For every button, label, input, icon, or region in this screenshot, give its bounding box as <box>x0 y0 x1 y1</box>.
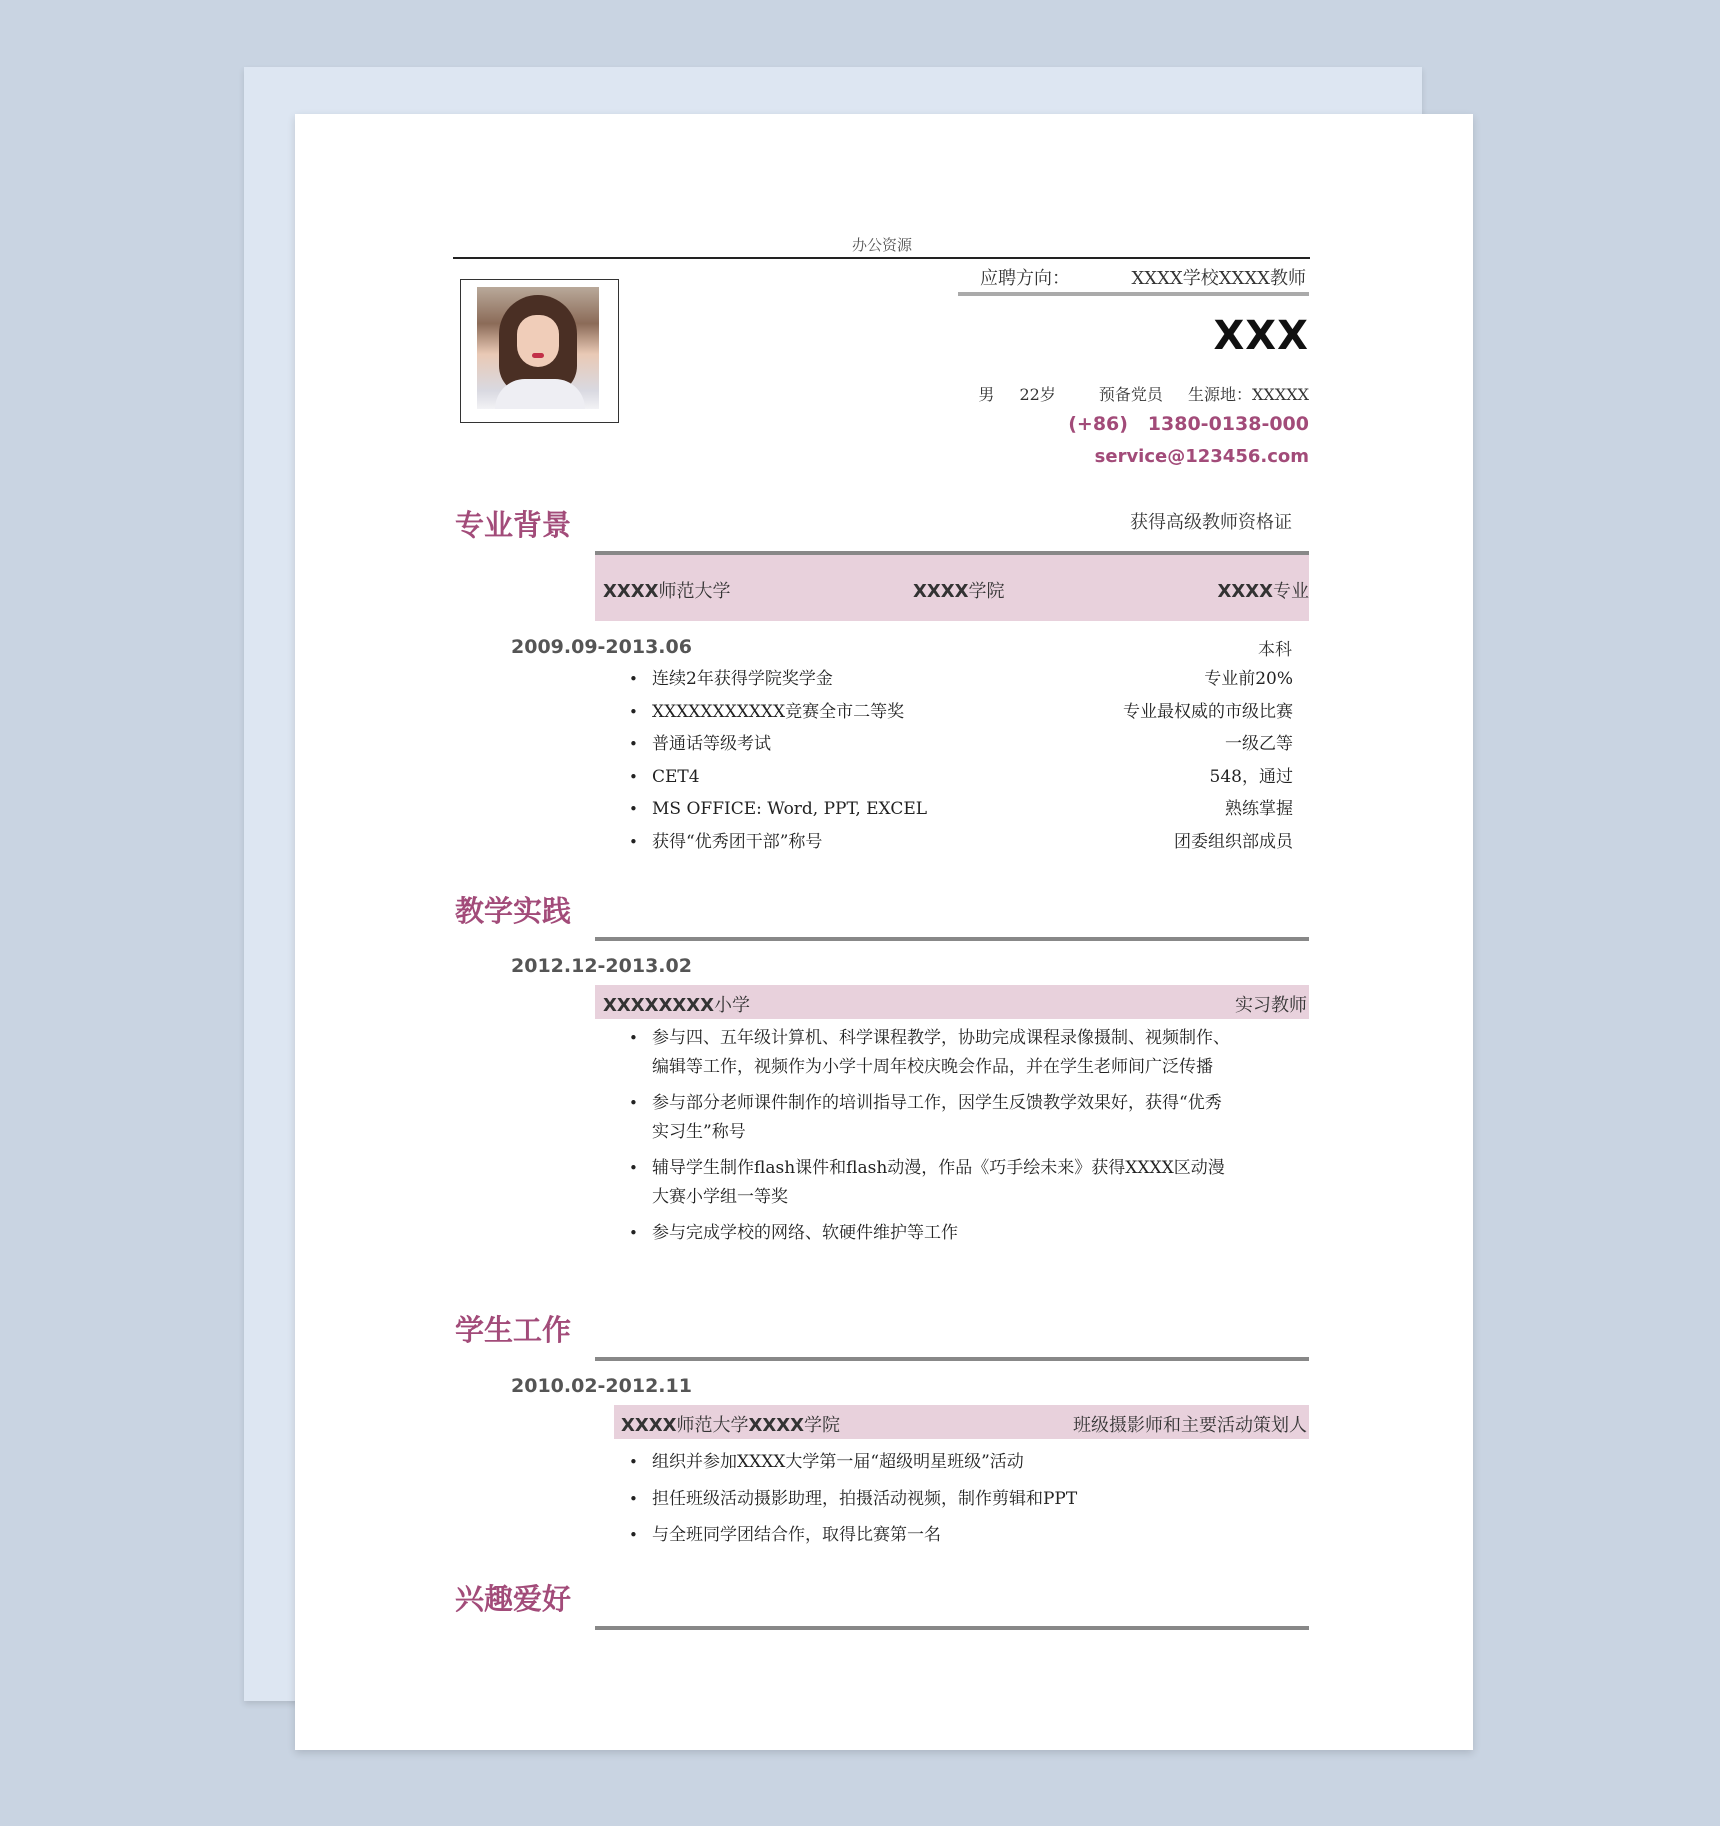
student-band <box>614 1405 1309 1439</box>
achievement-text: 连续2年获得学院奖学金 <box>652 669 833 689</box>
teaching-item: • 参与部分老师课件制作的培训指导工作，因学生反馈教学效果好，获得“优秀实习生”称号 <box>626 1089 1236 1147</box>
section-divider <box>595 1626 1309 1630</box>
teaching-band <box>595 985 1309 1019</box>
age: 22岁 <box>1019 385 1056 404</box>
achievement-item <box>626 666 1293 699</box>
student-date: 2010.02-2012.11 <box>511 1375 692 1397</box>
student-item: • 担任班级活动摄影助理，拍摄活动视频，制作剪辑和PPT <box>626 1481 1293 1518</box>
section-title-student: 学生工作 <box>455 1313 572 1347</box>
apply-direction <box>958 262 1308 290</box>
section-title-background: 专业背景 <box>455 508 572 542</box>
achievement-text: 获得“优秀团干部”称号 <box>652 831 823 852</box>
achievement-detail: 团委组织部成员 <box>1174 831 1293 852</box>
profile-photo <box>477 287 599 409</box>
teaching-item: • 参与完成学校的网络、软硬件维护等工作 <box>626 1219 1236 1248</box>
apply-divider <box>958 292 1309 296</box>
email-address[interactable]: service@123456.com <box>1094 446 1309 467</box>
student-item: • 组织并参加XXXX大学第一届“超级明星班级”活动 <box>626 1444 1293 1481</box>
achievement-item <box>626 829 1293 862</box>
school-name: XXXX师范大学 <box>603 581 731 602</box>
teaching-org: XXXXXXXX小学 <box>603 995 751 1016</box>
education-achievements <box>626 666 1293 861</box>
candidate-name: XXX <box>1213 313 1309 359</box>
section-divider <box>595 1357 1309 1361</box>
political-status: 预备党员 <box>1098 385 1163 404</box>
achievement-detail: 熟练掌握 <box>1225 799 1293 819</box>
major-name: XXXX专业 <box>1217 581 1309 602</box>
achievement-text: CET4 <box>652 766 700 787</box>
certificate-note: 获得高级教师资格证 <box>1130 512 1292 533</box>
teaching-duties <box>626 1024 1236 1255</box>
achievement-text: MS OFFICE: Word, PPT, EXCEL <box>652 799 928 819</box>
achievement-detail: 专业前20% <box>1204 669 1293 689</box>
student-role: 班级摄影师和主要活动策划人 <box>1073 1415 1307 1436</box>
achievement-item <box>626 731 1293 764</box>
teaching-role: 实习教师 <box>1235 995 1307 1016</box>
teaching-item: • 辅导学生制作flash课件和flash动漫，作品《巧手绘未来》获得XXXX区动漫大赛小学组一等奖 <box>626 1154 1236 1212</box>
student-duties <box>626 1444 1293 1554</box>
achievement-item <box>626 796 1293 829</box>
education-date: 2009.09-2013.06 <box>511 636 692 658</box>
achievement-item <box>626 699 1293 732</box>
apply-value: XXXX学校XXXX教师 <box>1131 268 1306 289</box>
education-band <box>595 555 1309 621</box>
personal-info <box>900 382 1309 405</box>
teaching-item: • 参与四、五年级计算机、科学课程教学，协助完成课程录像摄制、视频制作、编辑等工作，视频作为小学十周年校庆晚会作品，并在学生老师间广泛传播 <box>626 1024 1236 1082</box>
phone-number: (+86) 1380-0138-000 <box>1068 413 1309 435</box>
student-item: • 与全班同学团结合作，取得比赛第一名 <box>626 1517 1293 1554</box>
achievement-text: XXXXXXXXXXX竞赛全市二等奖 <box>652 701 905 722</box>
college-name: XXXX学院 <box>913 581 1005 602</box>
achievement-text: 普通话等级考试 <box>652 734 771 754</box>
apply-label: 应聘方向： <box>980 268 1070 289</box>
teaching-date: 2012.12-2013.02 <box>511 955 692 977</box>
achievement-detail: 专业最权威的市级比赛 <box>1123 701 1293 722</box>
section-title-teaching: 教学实践 <box>455 894 572 928</box>
section-divider <box>595 937 1309 941</box>
student-org: XXXX师范大学XXXX学院 <box>621 1415 841 1436</box>
achievement-item <box>626 764 1293 797</box>
origin: 生源地：XXXXX <box>1188 385 1309 404</box>
section-title-hobby: 兴趣爱好 <box>455 1582 572 1616</box>
achievement-detail: 548，通过 <box>1209 766 1293 787</box>
profile-photo-frame <box>460 279 619 423</box>
degree: 本科 <box>1258 640 1292 660</box>
achievement-detail: 一级乙等 <box>1225 734 1293 754</box>
header-label: 办公资源 <box>851 236 912 254</box>
header-divider <box>453 257 1310 259</box>
gender: 男 <box>978 385 995 404</box>
